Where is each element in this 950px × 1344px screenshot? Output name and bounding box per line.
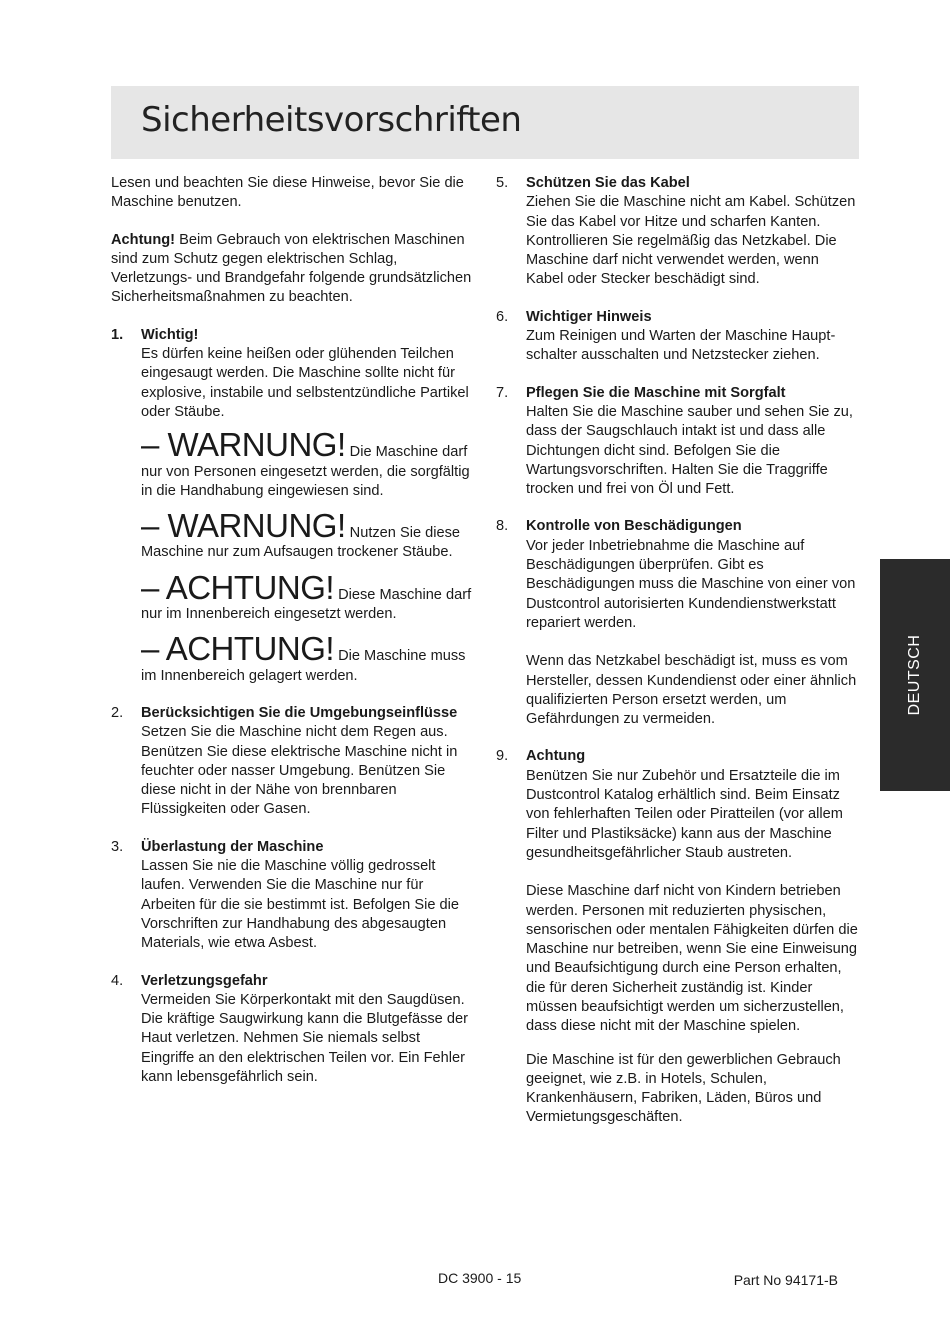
page-number: DC 3900 - 15 <box>438 1270 522 1286</box>
warning-text: Nutzen Sie diese Maschine nur zum Aufsaugen trockener Stäube. <box>141 525 461 561</box>
item-text: Vermeiden Sie Körperkontakt mit den Saugdüsen. Die kräftige Saugwirkung kann die Blutgefässe der Haut verletzen. Nehmen Sie niemals selbst Eingriffe an den elektrischen Teilen vor. Ein Fehler kann lebensgefährlich sein. <box>141 991 468 1085</box>
list-item <box>496 174 860 290</box>
list-item <box>496 384 860 500</box>
item-heading: Wichtig! <box>141 326 199 343</box>
title-bar <box>111 86 859 159</box>
warning-note <box>141 509 473 563</box>
language-tab <box>880 559 950 791</box>
item-number: 6. <box>496 308 509 325</box>
item-heading: Kontrolle von Beschädigungen <box>526 518 742 535</box>
language-tab-label: DEUTSCH <box>906 634 923 716</box>
item-text-secondary: Diese Maschine darf nicht von Kindern betrieben werden. Personen mit reduzierten physischen, sensorischen oder mentalen Fähigkeiten dürfen die Maschine nur betreiben, wenn Sie eine Einweisung und Beaufsichtigung durch eine Person erhalten, die für deren Sicherheit zuständig ist. Kinder müssen beaufsichtigt werden um sicherzustellen, dass diese nicht mit der Maschine spielen. <box>526 883 858 1035</box>
item-text: Zum Reinigen und Warten der Maschine Haupt-schalter ausschalten und Netzstecker ziehen. <box>526 328 836 364</box>
item-number: 7. <box>496 384 509 401</box>
intro-text: Lesen und beachten Sie diese Hinweise, bevor Sie die Maschine benutzen. <box>111 175 464 211</box>
warning-label: – ACHTUNG! <box>141 630 335 668</box>
warning-text: Die Maschine muss im Innenbereich gelagert werden. <box>141 648 466 684</box>
item-text: Halten Sie die Maschine sauber und sehen Sie zu, dass der Saugschlauch intakt ist und dass alle Dichtungen dicht sind. Befolgen Sie die Wartungsvorschriften. Halten Sie die Traggriffe trocken und frei von Öl und Fett. <box>526 403 853 498</box>
caution-label: Achtung! <box>111 231 176 248</box>
list-item <box>111 326 473 686</box>
item-heading: Wichtiger Hinweis <box>526 308 652 325</box>
item-text: Vor jeder Inbetriebnahme die Maschine auf Beschädigungen überprüfen. Gibt es Beschädigungen muss die Maschine von einer von Dustcontrol autorisierten Kundendienstwerkstatt repariert werden. <box>526 537 856 631</box>
item-heading: Pflegen Sie die Maschine mit Sorgfalt <box>526 384 786 401</box>
part-number: Part No 94171-B <box>733 1272 838 1288</box>
item-number: 9. <box>496 748 509 765</box>
item-heading: Schützen Sie das Kabel <box>526 175 690 191</box>
warning-label: – WARNUNG! <box>141 507 346 545</box>
item-text: Ziehen Sie die Maschine nicht am Kabel. Schützen Sie das Kabel vor Hitze und scharfen Kanten. Kontrollieren Sie regelmäßig das Netzkabel. Die Maschine darf nicht verwendet werden, wenn Kabel oder Stecker beschädigt sind. <box>526 194 856 288</box>
left-column <box>111 174 473 1105</box>
warning-note <box>141 632 473 686</box>
warning-label: – ACHTUNG! <box>141 568 335 606</box>
caution-paragraph <box>111 231 473 308</box>
item-number: 4. <box>111 972 124 989</box>
warning-note <box>141 568 473 625</box>
item-text: Lassen Sie nie die Maschine völlig gedrosselt laufen. Verwenden Sie die Maschine nur für Arbeiten für die sie bestimmt ist. Befolgen Sie die Vorschriften zur Handhabung des abgesaugten Materials, wie etwa Asbest. <box>141 858 459 952</box>
list-item <box>496 308 860 366</box>
item-heading: Überlastung der Maschine <box>141 838 324 855</box>
list-item <box>496 517 860 729</box>
warning-note <box>141 428 473 501</box>
warning-text: Die Maschine darf nur von Personen eingesetzt werden, die sorgfältig in die Handhabung eingewiesen sind. <box>141 444 470 499</box>
item-text: Benützen Sie nur Zubehör und Ersatzteile die im Dustcontrol Katalog erhältlich sind. Beim Einsatz von fehlerhaften Teilen oder Piratteilen (vor allem Filter und Plastiksäcke) kann aus der Maschine gesundheitsgefährlicher Staub austreten. <box>526 767 843 861</box>
item-text-tertiary: Die Maschine ist für den gewerblichen Gebrauch geeignet, wie z.B. in Hotels, Schulen, Krankenhäusern, Fabriken, Läden, Büros und Vermietungsgeschäften. <box>526 1051 841 1126</box>
list-item <box>111 838 473 954</box>
right-column <box>496 174 860 1146</box>
page-title: Sicherheitsvorschriften <box>141 100 522 140</box>
item-number: 2. <box>111 704 124 721</box>
list-item <box>111 972 473 1088</box>
item-number: 1. <box>111 326 124 343</box>
item-number: 8. <box>496 518 509 535</box>
list-item <box>496 747 860 1127</box>
item-text: Setzen Sie die Maschine nicht dem Regen aus. Benützen Sie diese elektrische Maschine nicht in feuchter oder nasser Umgebung. Benützen Sie diese nicht in der Nähe von brennbaren Flüssigkeiten oder Gasen. <box>141 724 458 818</box>
item-text-secondary: Wenn das Netzkabel beschädigt ist, muss es vom Hersteller, dessen Kundendienst oder einer ähnlich qualifizierten Person ersetzt werden, um Gefährdungen zu vermeiden. <box>526 653 857 728</box>
warning-label: – WARNUNG! <box>141 426 346 464</box>
item-number: 3. <box>111 838 124 855</box>
item-heading: Berücksichtigen Sie die Umgebungseinflüsse <box>141 704 458 721</box>
item-heading: Verletzungsgefahr <box>141 972 268 989</box>
caution-text: Beim Gebrauch von elektrischen Maschinen sind zum Schutz gegen elektrischen Schlag, Verletzungs- und Brandgefahr folgende grundsätzlichen Sicherheitsmaßnahmen zu beachten. <box>111 231 472 306</box>
list-item <box>111 704 473 820</box>
item-heading: Achtung <box>526 748 586 765</box>
warning-text: Diese Maschine darf nur im Innenbereich eingesetzt werden. <box>141 586 472 623</box>
item-number: 5. <box>496 175 509 191</box>
item-text: Es dürfen keine heißen oder glühenden Teilchen eingesaugt werden. Die Maschine sollte nicht für explosive, instabile und selbstentzündliche Partikel oder Stäube. <box>141 346 469 420</box>
